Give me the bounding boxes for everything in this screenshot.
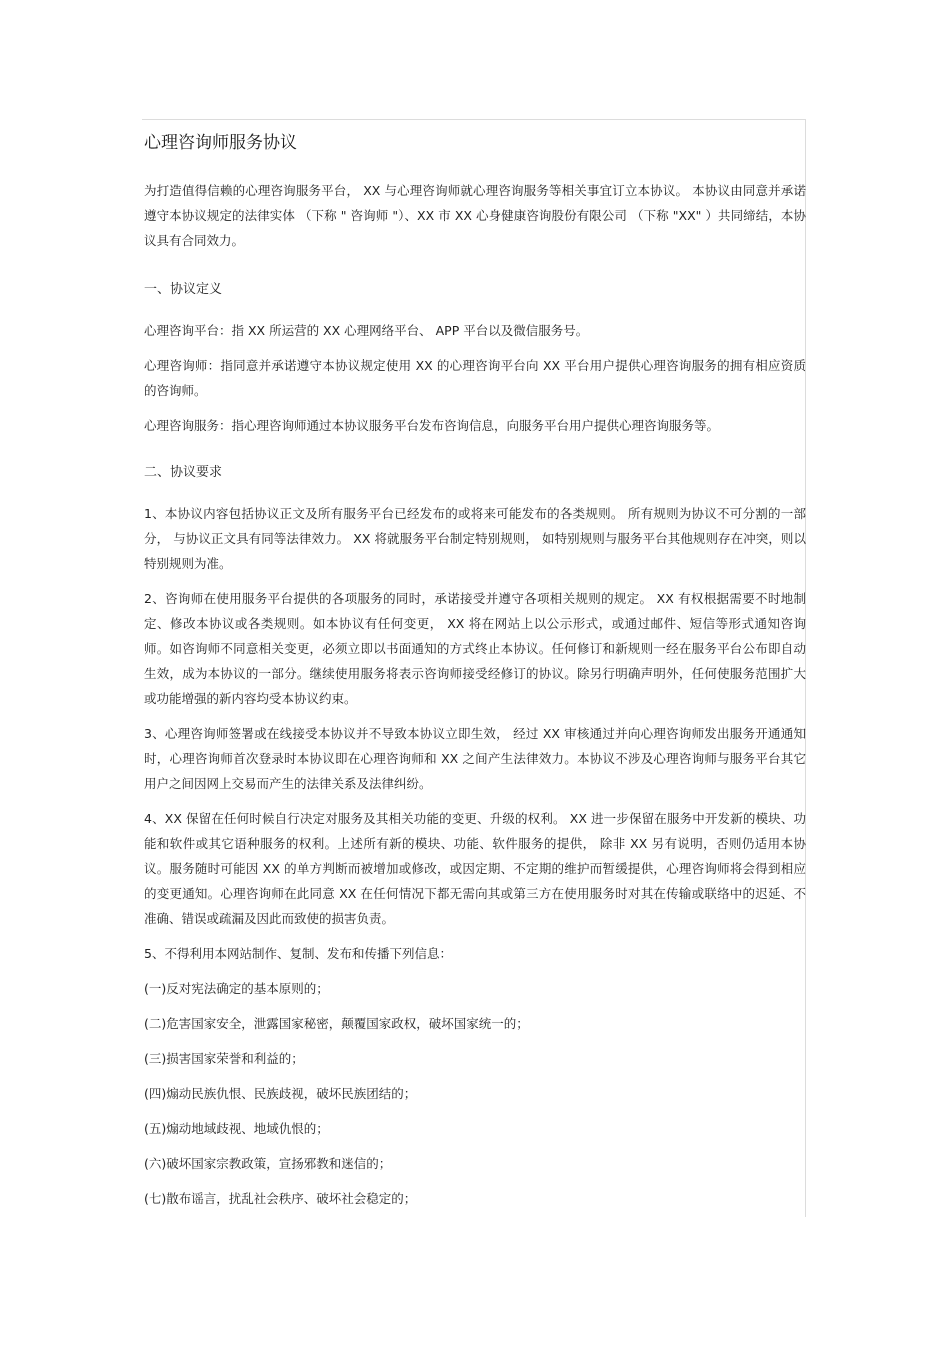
definition-platform: 心理咨询平台：指 XX 所运营的 XX 心理网络平台、 APP 平台以及微信服务号。 [144,323,589,338]
requirement-5: 5、不得利用本网站制作、复制、发布和传播下列信息： [144,946,452,961]
requirement-3: 3、心理咨询师签署或在线接受本协议并不导致本协议立即生效， 经过 XX 审核通过并向心理咨询师发出服务开通通知时，心理咨询师首次登录时本协议即在心理咨询师和 XX 之间产生法律效力。本协议不涉及心理咨询师与服务平台其它用户之间因网上交易而产生的法律关系及法律纠纷。 [144,726,806,791]
section-heading-requirements: 二、协议要求 [144,465,223,480]
section-heading-definitions: 一、协议定义 [144,282,223,297]
document-body [144,130,806,1221]
prohibited-item-4: (四)煽动民族仇恨、民族歧视，破坏民族团结的； [144,1086,417,1101]
requirement-1: 1、本协议内容包括协议正文及所有服务平台已经发布的或将来可能发布的各类规则。 所有规则为协议不可分割的一部分， 与协议正文具有同等法律效力。 XX 将就服务平台制定特别规则， 如特别规则与服务平台其他规则存在冲突，则以特别规则为准。 [144,506,806,571]
prohibited-item-3: (三)损害国家荣誉和利益的； [144,1051,304,1066]
prohibited-item-6: (六)破坏国家宗教政策，宣扬邪教和迷信的； [144,1156,392,1171]
intro-paragraph: 为打造值得信赖的心理咨询服务平台， XX 与心理咨询师就心理咨询服务等相关事宜订立本协议。 本协议由同意并承诺遵守本协议规定的法律实体 （下称 " 咨询师 "）、XX 市 XX 心身健康咨询股份有限公司 （下称 "XX" ）共同缔结，本协议具有合同效力。 [144,183,806,248]
definition-counselor: 心理咨询师：指同意并承诺遵守本协议规定使用 XX 的心理咨询平台向 XX 平台用户提供心理咨询服务的拥有相应资质的咨询师。 [144,358,806,398]
document-title: 心理咨询师服务协议 [144,133,297,153]
prohibited-item-5: (五)煽动地域歧视、地域仇恨的； [144,1121,329,1136]
definition-service: 心理咨询服务：指心理咨询师通过本协议服务平台发布咨询信息，向服务平台用户提供心理咨询服务等。 [144,418,720,433]
prohibited-item-2: (二)危害国家安全，泄露国家秘密，颠覆国家政权，破坏国家统一的； [144,1016,529,1031]
prohibited-item-1: (一)反对宪法确定的基本原则的； [144,981,329,996]
requirement-4: 4、XX 保留在任何时候自行决定对服务及其相关功能的变更、升级的权利。 XX 进一步保留在服务中开发新的模块、功能和软件或其它语种服务的权利。上述所有新的模块、功能、软件服务的提供， 除非 XX 另有说明，否则仍适用本协议。服务随时可能因 XX 的单方判断而被增加或修改，或因定期、不定期的维护而暂缓提供，心理咨询师将会得到相应的变更通知。心理咨询师在此同意 XX 在任何情况下都无需向其或第三方在使用服务时对其在传输或联络中的迟延、不准确、错误或疏漏及因此而致使的损害负责。 [144,811,806,926]
prohibited-item-7: (七)散布谣言，扰乱社会秩序、破坏社会稳定的； [144,1191,417,1206]
requirement-2: 2、咨询师在使用服务平台提供的各项服务的同时，承诺接受并遵守各项相关规则的规定。 XX 有权根据需要不时地制定、修改本协议或各类规则。如本协议有任何变更， XX 将在网站上以公示形式，或通过邮件、短信等形式通知咨询师。如咨询师不同意相关变更，必须立即以书面通知的方式终止本协议。任何修订和新规则一经在服务平台公布即自动生效，成为本协议的一部分。继续使用服务将表示咨询师接受经修订的协议。除另行明确声明外，任何使服务范围扩大或功能增强的新内容均受本协议约束。 [144,591,806,706]
